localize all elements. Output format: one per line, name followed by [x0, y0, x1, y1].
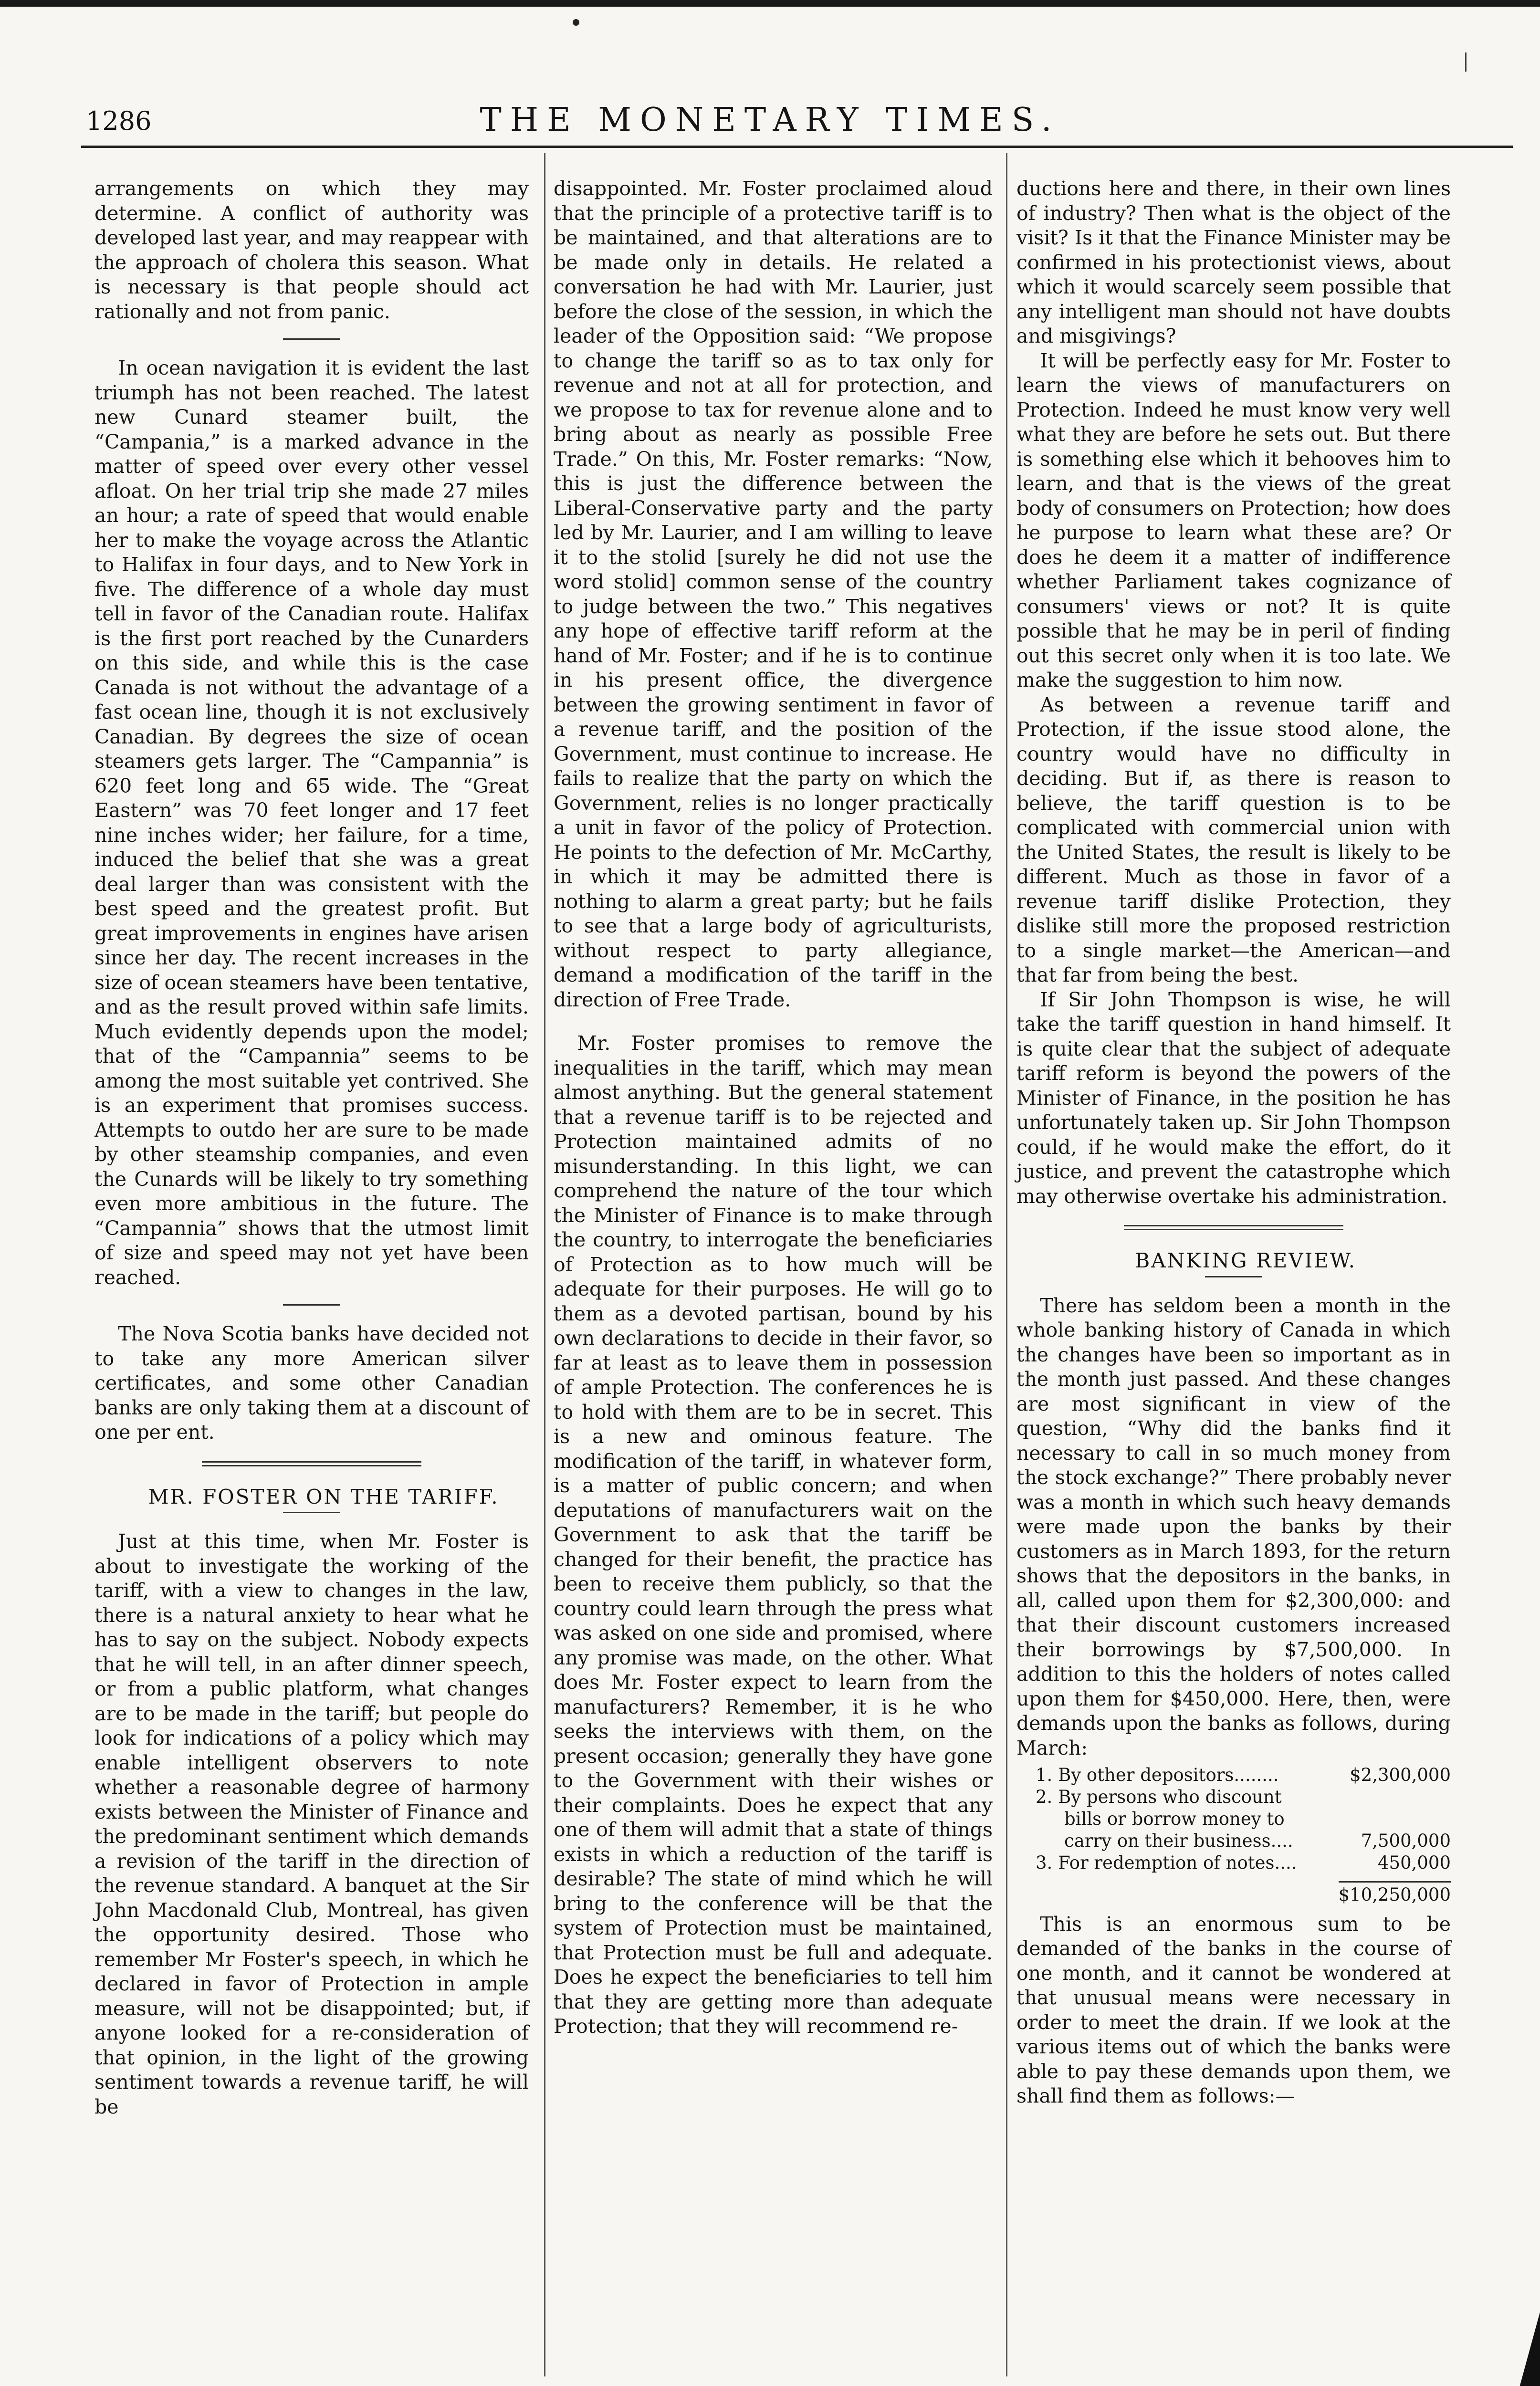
column-1 — [94, 177, 529, 2119]
masthead: THE MONETARY TIMES. — [480, 101, 1060, 139]
top-border — [0, 0, 1540, 7]
paragraph: arrangements on which they may determine. A conflict of authority was developed last year, and may reappear with the approach of cholera this season. What is necessary is that people should act rationally and not from panic. — [94, 177, 529, 323]
paragraph: disappointed. Mr. Foster proclaimed aloud that the principle of a protective tariff is to be maintained, and that alterations are to be made only in details. He related a conversation he had with Mr. Laurier, just before the close of the session, in which the leader of the Opposition said: “We propose to change the tariff so as to tax only for revenue and not at all for protection, and we propose to tax for revenue alone and to bring about as nearly as possible Free Trade.” On this, Mr. Foster remarks: “Now, this is just the difference between the Liberal-Conservative party and the party led by Mr. Laurier, and I am willing to leave it to the stolid [surely he did not use the word stolid] common sense of the country to judge between the two.” This negatives any hope of effective tariff reform at the hand of Mr. Foster; and if he is to continue in his present office, the divergence between the growing sentiment in favor of a revenue tariff, and the position of the Government, must continue to increase. He fails to realize that the party on which the Government, relies is no longer practically a unit in favor of the policy of Protection. He points to the defection of Mr. McCarthy, in which it may be admitted there is nothing to alarm a great party; but he fails to see that a large body of agriculturists, without respect to party allegiance, demand a modification of the tariff in the direction of Free Trade. — [554, 177, 993, 1011]
article-heading: MR. FOSTER ON THE TARIFF. — [148, 1485, 499, 1508]
column-rule-1 — [544, 153, 545, 2376]
heading-rule — [283, 1512, 340, 1513]
paragraph: If Sir John Thompson is wise, he will take the tariff question in hand himself. It is quite clear that the subject of adequate tariff reform is beyond the powers of the Minister of Finance, in the position he has unfortunately taken up. Sir John Thompson could, if he would make the effort, do it justice, and prevent the catastrophe which may otherwise overtake his administration. — [1016, 988, 1451, 1208]
paragraph: This is an enormous sum to be demanded of the banks in the course of one month, and it cannot be wondered at that unusual means were necessary in order to meet the drain. If we look at the various items out of which the banks were able to pay these demands upon them, we shall find them as follows:— — [1016, 1912, 1451, 2107]
demands-total: $10,250,000 — [1016, 1883, 1451, 1907]
paragraph: There has seldom been a month in the whole banking history of Canada in which the changes have been so important as in the month just passed. And these changes are most significant in view of the question, “Why did the banks find it necessary to call in so much money from the stock exchange?” There probably never was a month in which such heavy demands were made upon the banks by their customers as in March 1893, for the return shows that the depositors in the banks, in all, called upon them for $2,300,000: and that their discount customers increased their borrowings by $7,500,000. In addition to this the holders of notes called upon them for $450,000. Here, then, were demands upon the banks as follows, during March: — [1016, 1294, 1451, 1759]
list-item: bills or borrow money to — [1064, 1809, 1285, 1829]
column-rule-2 — [1006, 153, 1007, 2376]
page-number: 1286 — [86, 106, 152, 136]
demands-list — [1036, 1764, 1451, 1874]
list-item: 1. By other depositors........ $2,300,000 — [1036, 1765, 1451, 1785]
section-separator — [283, 1304, 340, 1306]
article-separator — [202, 1461, 421, 1466]
article-heading: BANKING REVIEW. — [1135, 1249, 1356, 1272]
column-3 — [1016, 177, 1451, 2109]
list-item: 2. By persons who discount — [1036, 1787, 1282, 1807]
header-rule — [81, 146, 1513, 148]
article-separator — [1124, 1225, 1343, 1230]
list-item: carry on their business.... 7,500,000 — [1064, 1831, 1451, 1851]
paragraph: It will be perfectly easy for Mr. Foster to learn the views of manufacturers on Protection. Indeed he must know very well what they are before he sets out. But there is something else which it behooves him to learn, and that is the views of the great body of consumers on Protection; how does he purpose to learn what these are? Or does he deem it a matter of indifference whether Parliament takes cognizance of consumers' views or not? It is quite possible that he may be in peril of finding out this secret only when it is too late. We make the suggestion to him now. — [1016, 349, 1451, 691]
paragraph-gap — [554, 1012, 993, 1031]
paragraph: As between a revenue tariff and Protection, if the issue stood alone, the country would have no difficulty in deciding. But if, as there is reason to believe, the tariff question is to be complicated with commercial union with the United States, the result is likely to be different. Much as those in favor of a revenue tariff dislike Protection, they dislike still more the proposed restriction to a single market—the American—and that far from being the best. — [1016, 693, 1451, 986]
page-edge-mark — [1465, 52, 1476, 72]
paragraph: In ocean navigation it is evident the last triumph has not been reached. The latest new Cunard steamer built, the “Campania,” is a marked advance in the matter of speed over every other vessel afloat. On her trial trip she made 27 miles an hour; a rate of speed that would enable her to make the voyage across the Atlantic to Halifax in four days, and to New York in five. The difference of a whole day must tell in favor of the Canadian route. Halifax is the first port reached by the Cunarders on this side, and while this is the case Canada is not without the advantage of a fast ocean line, though it is not exclusively Canadian. By degrees the size of ocean steamers gets larger. The “Campannia” is 620 feet long and 65 wide. The “Great Eastern” was 70 feet longer and 17 feet nine inches wider; her failure, for a time, induced the belief that she was a great deal larger than was consistent with the best speed and the greatest profit. But great improvements in engines have arisen since her day. The recent increases in the size of ocean steamers have been tentative, and as the result proved within safe limits. Much evidently depends upon the model; that of the “Campannia” seems to be among the most suitable yet contrived. She is an experiment that promises success. Attempts to outdo her are sure to be made by other steamship companies, and even the Cunards will be likely to try something even more ambitious in the future. The “Campannia” shows that the utmost limit of size and speed may not yet have been reached. — [94, 356, 529, 1289]
column-2 — [554, 177, 993, 2039]
paragraph: The Nova Scotia banks have decided not to take any more American silver certificates, and some other Canadian banks are only taking them at a discount of one per ent. — [94, 1322, 529, 1444]
heading-rule — [1205, 1276, 1262, 1277]
paragraph: Just at this time, when Mr. Foster is about to investigate the working of the tariff, with a view to changes in the law, there is a natural anxiety to hear what he has to say on the subject. Nobody expects that he will tell, in an after dinner speech, or from a public platform, what changes are to be made in the tariff; but people do look for indications of a policy which may enable intelligent observers to note whether a reasonable degree of harmony exists between the Minister of Finance and the predominant sentiment which demands a revision of the tariff in the direction of the revenue standard. A banquet at the Sir John Macdonald Club, Montreal, has given the opportunity desired. Those who remember Mr Foster's speech, in which he declared in favor of Protection in ample measure, will not be disappointed; but, if anyone looked for a re-consideration of that opinion, in the light of the growing sentiment towards a revenue tariff, he will be — [94, 1530, 529, 2118]
paragraph: Mr. Foster promises to remove the inequalities in the tariff, which may mean almost anything. But the general statement that a revenue tariff is to be rejected and Protection maintained admits of no misunderstanding. In this light, we can comprehend the nature of the tour which the Minister of Finance is to make through the country, to interrogate the beneficiaries of Protection as to how much will be adequate for their purposes. He will go to them as a devoted partisan, bound by his own declarations to decide in their favor, so far at least as to leave them in possession of ample Protection. The conferences he is to hold with them are to be in secret. This is a new and ominous feature. The modification of the tariff, in whatever form, is a matter of public concern; and when deputations of manufacturers wait on the Government to ask that the tariff be changed for their benefit, the practice has been to receive them publicly, so that the country could learn through the press what was asked on one side and promised, where any promise was made, on the other. What does Mr. Foster expect to learn from the manufacturers? Remember, it is he who seeks the interviews with them, on the present occasion; generally they have gone to the Government with their wishes or their complaints. Does he expect that any one of them will admit that a state of things exists in which a reduction of the tariff is desirable? The state of mind which he will bring to the conference will be that the system of Protection must be maintained, that Protection must be full and adequate. Does he expect the beneficiaries to tell him that they are getting more than adequate Protection; that they will recommend re- — [554, 1032, 993, 2038]
list-item: 3. For redemption of notes.... 450,000 — [1036, 1852, 1451, 1873]
section-separator — [283, 338, 340, 340]
print-mark — [573, 19, 579, 26]
paragraph: ductions here and there, in their own lines of industry? Then what is the object of the visit? Is it that the Finance Minister may be confirmed in his protectionist views, about which it would scarcely seem possible that any intelligent man should not have doubts and misgivings? — [1016, 177, 1451, 347]
scan-blot — [1488, 2279, 1540, 2386]
